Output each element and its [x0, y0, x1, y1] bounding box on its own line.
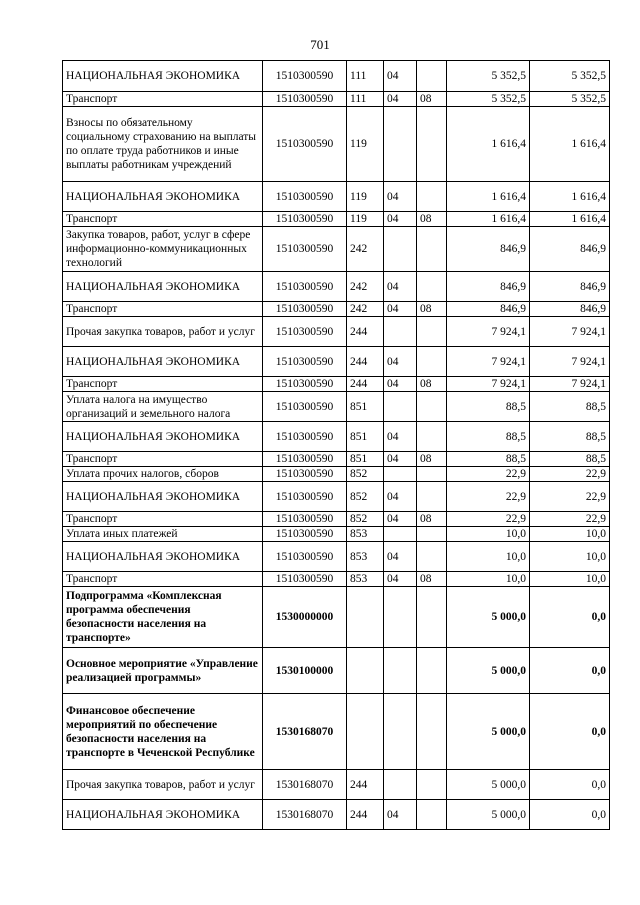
section-code: 04 — [384, 61, 417, 92]
target-article-code: 1530168070 — [263, 770, 347, 800]
row-name: Основное мероприятие «Управление реализацией программы» — [63, 648, 263, 694]
target-article-code: 1510300590 — [263, 542, 347, 572]
table-row — [63, 542, 610, 572]
amount-first-year: 846,9 — [447, 302, 530, 317]
subsection-code — [417, 422, 447, 452]
amount-second-year: 0,0 — [530, 587, 610, 648]
target-article-code: 1530000000 — [263, 587, 347, 648]
amount-first-year: 88,5 — [447, 452, 530, 467]
expense-type-code — [347, 694, 384, 770]
table-row — [63, 107, 610, 182]
expense-type-code: 111 — [347, 92, 384, 107]
amount-second-year: 22,9 — [530, 512, 610, 527]
section-code — [384, 694, 417, 770]
target-article-code: 1510300590 — [263, 377, 347, 392]
amount-first-year: 10,0 — [447, 572, 530, 587]
expense-type-code: 244 — [347, 770, 384, 800]
amount-second-year: 1 616,4 — [530, 107, 610, 182]
subsection-code — [417, 392, 447, 422]
table-row — [63, 272, 610, 302]
section-code: 04 — [384, 302, 417, 317]
section-code — [384, 467, 417, 482]
target-article-code: 1510300590 — [263, 527, 347, 542]
section-code — [384, 527, 417, 542]
target-article-code: 1510300590 — [263, 572, 347, 587]
target-article-code: 1510300590 — [263, 182, 347, 212]
target-article-code: 1510300590 — [263, 317, 347, 347]
section-code — [384, 317, 417, 347]
amount-second-year: 22,9 — [530, 482, 610, 512]
row-name: Транспорт — [63, 302, 263, 317]
row-name: Закупка товаров, работ, услуг в сфере информационно-коммуникационных технологий — [63, 227, 263, 272]
row-name: НАЦИОНАЛЬНАЯ ЭКОНОМИКА — [63, 272, 263, 302]
expense-type-code: 242 — [347, 302, 384, 317]
amount-first-year: 846,9 — [447, 272, 530, 302]
row-name: Уплата налога на имущество организаций и земельного налога — [63, 392, 263, 422]
subsection-code: 08 — [417, 572, 447, 587]
subsection-code: 08 — [417, 212, 447, 227]
subsection-code — [417, 317, 447, 347]
section-code — [384, 770, 417, 800]
amount-first-year: 88,5 — [447, 422, 530, 452]
expense-type-code: 242 — [347, 272, 384, 302]
subsection-code — [417, 467, 447, 482]
subsection-code: 08 — [417, 302, 447, 317]
target-article-code: 1510300590 — [263, 452, 347, 467]
row-name: НАЦИОНАЛЬНАЯ ЭКОНОМИКА — [63, 422, 263, 452]
subsection-code — [417, 482, 447, 512]
amount-second-year: 7 924,1 — [530, 317, 610, 347]
row-name: НАЦИОНАЛЬНАЯ ЭКОНОМИКА — [63, 542, 263, 572]
amount-second-year: 0,0 — [530, 770, 610, 800]
section-code: 04 — [384, 212, 417, 227]
table-row — [63, 317, 610, 347]
subsection-code — [417, 694, 447, 770]
target-article-code: 1510300590 — [263, 272, 347, 302]
expense-type-code: 852 — [347, 467, 384, 482]
row-name: Взносы по обязательному социальному страхованию на выплаты по оплате труда работников и иные выплаты работникам учреждений — [63, 107, 263, 182]
expense-type-code: 244 — [347, 377, 384, 392]
subsection-code: 08 — [417, 512, 447, 527]
table-row — [63, 92, 610, 107]
table-row — [63, 800, 610, 830]
amount-second-year: 10,0 — [530, 542, 610, 572]
subsection-code — [417, 770, 447, 800]
section-code: 04 — [384, 512, 417, 527]
amount-first-year: 5 000,0 — [447, 800, 530, 830]
subsection-code — [417, 61, 447, 92]
row-name: Транспорт — [63, 512, 263, 527]
target-article-code: 1510300590 — [263, 347, 347, 377]
row-name: НАЦИОНАЛЬНАЯ ЭКОНОМИКА — [63, 482, 263, 512]
target-article-code: 1510300590 — [263, 392, 347, 422]
subsection-code — [417, 227, 447, 272]
amount-second-year: 0,0 — [530, 694, 610, 770]
target-article-code: 1530100000 — [263, 648, 347, 694]
section-code: 04 — [384, 452, 417, 467]
table-row — [63, 347, 610, 377]
expense-type-code — [347, 587, 384, 648]
amount-second-year: 88,5 — [530, 422, 610, 452]
target-article-code: 1510300590 — [263, 227, 347, 272]
section-code — [384, 392, 417, 422]
table-body — [63, 61, 610, 830]
amount-first-year: 1 616,4 — [447, 212, 530, 227]
expense-type-code: 119 — [347, 212, 384, 227]
row-name: НАЦИОНАЛЬНАЯ ЭКОНОМИКА — [63, 347, 263, 377]
section-code: 04 — [384, 542, 417, 572]
expense-type-code: 852 — [347, 512, 384, 527]
table-row — [63, 482, 610, 512]
section-code: 04 — [384, 92, 417, 107]
amount-first-year: 1 616,4 — [447, 182, 530, 212]
amount-first-year: 5 000,0 — [447, 648, 530, 694]
target-article-code: 1510300590 — [263, 512, 347, 527]
expense-type-code: 853 — [347, 542, 384, 572]
amount-first-year: 22,9 — [447, 482, 530, 512]
expense-type-code: 242 — [347, 227, 384, 272]
table-row — [63, 212, 610, 227]
amount-first-year: 5 352,5 — [447, 61, 530, 92]
target-article-code: 1510300590 — [263, 92, 347, 107]
amount-first-year: 22,9 — [447, 467, 530, 482]
expense-type-code: 244 — [347, 347, 384, 377]
expense-type-code — [347, 648, 384, 694]
amount-first-year: 88,5 — [447, 392, 530, 422]
subsection-code: 08 — [417, 452, 447, 467]
target-article-code: 1510300590 — [263, 107, 347, 182]
amount-second-year: 1 616,4 — [530, 212, 610, 227]
row-name: Транспорт — [63, 452, 263, 467]
expense-type-code: 851 — [347, 392, 384, 422]
amount-first-year: 7 924,1 — [447, 317, 530, 347]
section-code — [384, 107, 417, 182]
amount-first-year: 5 000,0 — [447, 587, 530, 648]
target-article-code: 1510300590 — [263, 212, 347, 227]
amount-second-year: 10,0 — [530, 527, 610, 542]
section-code: 04 — [384, 422, 417, 452]
row-name: Транспорт — [63, 212, 263, 227]
target-article-code: 1510300590 — [263, 467, 347, 482]
amount-second-year: 88,5 — [530, 392, 610, 422]
budget-table — [62, 60, 610, 830]
amount-second-year: 1 616,4 — [530, 182, 610, 212]
section-code — [384, 227, 417, 272]
subsection-code — [417, 800, 447, 830]
amount-second-year: 0,0 — [530, 648, 610, 694]
expense-type-code: 851 — [347, 452, 384, 467]
page-number: 701 — [310, 37, 330, 52]
target-article-code: 1510300590 — [263, 422, 347, 452]
target-article-code: 1510300590 — [263, 61, 347, 92]
target-article-code: 1530168070 — [263, 694, 347, 770]
amount-first-year: 22,9 — [447, 512, 530, 527]
section-code: 04 — [384, 377, 417, 392]
amount-second-year: 22,9 — [530, 467, 610, 482]
table-row — [63, 302, 610, 317]
table-row — [63, 227, 610, 272]
amount-second-year: 0,0 — [530, 800, 610, 830]
amount-second-year: 7 924,1 — [530, 347, 610, 377]
subsection-code — [417, 542, 447, 572]
target-article-code: 1510300590 — [263, 302, 347, 317]
row-name: Прочая закупка товаров, работ и услуг — [63, 770, 263, 800]
amount-first-year: 5 000,0 — [447, 694, 530, 770]
table-row — [63, 527, 610, 542]
table-row — [63, 572, 610, 587]
row-name: Транспорт — [63, 377, 263, 392]
table-row — [63, 467, 610, 482]
table-row — [63, 512, 610, 527]
amount-second-year: 7 924,1 — [530, 377, 610, 392]
table-row — [63, 770, 610, 800]
subsection-code: 08 — [417, 377, 447, 392]
row-name: Финансовое обеспечение мероприятий по обеспечение безопасности населения на транспорте в Чеченской Республике — [63, 694, 263, 770]
subsection-code — [417, 347, 447, 377]
row-name: Уплата прочих налогов, сборов — [63, 467, 263, 482]
expense-type-code: 853 — [347, 572, 384, 587]
table-row — [63, 694, 610, 770]
row-name: Транспорт — [63, 572, 263, 587]
expense-type-code: 244 — [347, 800, 384, 830]
amount-second-year: 88,5 — [530, 452, 610, 467]
amount-second-year: 846,9 — [530, 272, 610, 302]
amount-first-year: 1 616,4 — [447, 107, 530, 182]
section-code: 04 — [384, 800, 417, 830]
target-article-code: 1530168070 — [263, 800, 347, 830]
section-code: 04 — [384, 272, 417, 302]
row-name: Прочая закупка товаров, работ и услуг — [63, 317, 263, 347]
subsection-code — [417, 182, 447, 212]
table-row — [63, 182, 610, 212]
subsection-code — [417, 527, 447, 542]
expense-type-code: 853 — [347, 527, 384, 542]
amount-first-year: 10,0 — [447, 527, 530, 542]
subsection-code: 08 — [417, 92, 447, 107]
subsection-code — [417, 107, 447, 182]
amount-second-year: 846,9 — [530, 227, 610, 272]
amount-first-year: 846,9 — [447, 227, 530, 272]
section-code: 04 — [384, 347, 417, 377]
table-row — [63, 392, 610, 422]
section-code: 04 — [384, 482, 417, 512]
row-name: Транспорт — [63, 92, 263, 107]
expense-type-code: 119 — [347, 107, 384, 182]
table-row — [63, 422, 610, 452]
subsection-code — [417, 272, 447, 302]
amount-first-year: 10,0 — [447, 542, 530, 572]
amount-first-year: 5 000,0 — [447, 770, 530, 800]
table-row — [63, 648, 610, 694]
section-code: 04 — [384, 572, 417, 587]
table-row — [63, 377, 610, 392]
amount-first-year: 5 352,5 — [447, 92, 530, 107]
table-row — [63, 452, 610, 467]
row-name: НАЦИОНАЛЬНАЯ ЭКОНОМИКА — [63, 800, 263, 830]
target-article-code: 1510300590 — [263, 482, 347, 512]
amount-second-year: 846,9 — [530, 302, 610, 317]
subsection-code — [417, 648, 447, 694]
row-name: Подпрограмма «Комплексная программа обеспечения безопасности населения на транспорте» — [63, 587, 263, 648]
amount-first-year: 7 924,1 — [447, 347, 530, 377]
amount-second-year: 5 352,5 — [530, 61, 610, 92]
amount-second-year: 5 352,5 — [530, 92, 610, 107]
table-row — [63, 587, 610, 648]
section-code — [384, 587, 417, 648]
expense-type-code: 111 — [347, 61, 384, 92]
section-code — [384, 648, 417, 694]
expense-type-code: 244 — [347, 317, 384, 347]
subsection-code — [417, 587, 447, 648]
table-row — [63, 61, 610, 92]
section-code: 04 — [384, 182, 417, 212]
expense-type-code: 852 — [347, 482, 384, 512]
amount-first-year: 7 924,1 — [447, 377, 530, 392]
amount-second-year: 10,0 — [530, 572, 610, 587]
row-name: НАЦИОНАЛЬНАЯ ЭКОНОМИКА — [63, 182, 263, 212]
expense-type-code: 851 — [347, 422, 384, 452]
row-name: НАЦИОНАЛЬНАЯ ЭКОНОМИКА — [63, 61, 263, 92]
expense-type-code: 119 — [347, 182, 384, 212]
row-name: Уплата иных платежей — [63, 527, 263, 542]
